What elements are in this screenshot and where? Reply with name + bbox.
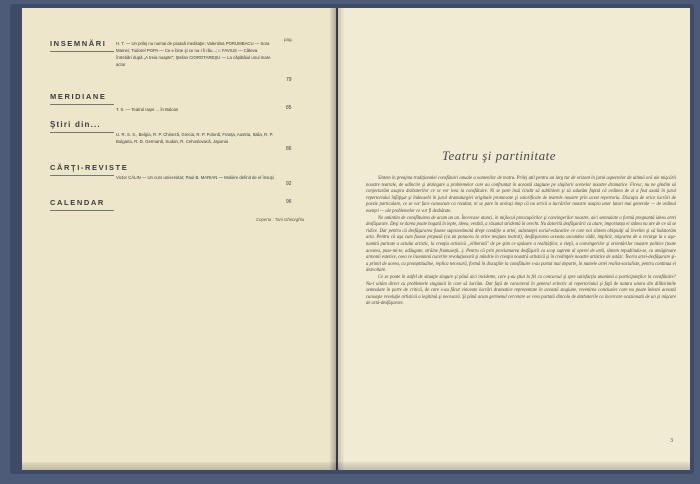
article-body (366, 176, 676, 308)
toc-section-entry: Victor CĂLIN — Un curs universitar; Paul B. MARIAN — Molière definit de el însuşi (116, 175, 274, 180)
article-paragraph: Sîntem în preajma tradiţionalei consfătuiri anuale a oamenilor de teatru. Prilej util pentru un larg tur de orizont în jurul aspectelor de ultimă oră ale mişcării noastre teatrale, de adîncire şi dezlegare a problemelor care au confruntat în această stagiune pe slujitorii scenelor noastre dramatice. Firesc, nu ne gîndim să conjecturăm asupra dezbaterilor ce se vor ivea la consfătuire. Ni se pare însă cinstit să subliniem şi să salutăm faptul că ordinea de zi a fost axată în jurul repertoriului înfăţişat şi îndeosebi în jurul dramaturgiei originale promovate şi valorificate de teatrele noastre prin acest repertoriu. Discuţia de orice lucrări de poezie particulare, ce se vor face cunoscute ca rezultat, ni se pare în acelaşi timp că nu strică a lucrărilor noastre asupra unor laturi mai generale — de ordinul esenţei — ale problemelor ce vor fi dezbătute. (366, 176, 676, 214)
article-title: Teatru şi partinitate (442, 148, 557, 163)
toc-section-page: 86 (286, 146, 292, 152)
article-paragraph: Ne amintim de consfătuirea de acum un an. Încercase atunci, în mijlocul preocupărilor şi convingerilor noastre, aici semnalate o formă pregnantă ideea artei desfăşurare. Deşi se dorea poate bogată în iepte, ideea, vestită, a răsunat stridentă în orecht. Nu datorită desfăşurării ca atare, importanţa ei stătea nu are de ce să se ridice. Dar pentru că desfăşurarea fusese supraestimată drept condiţie a artei, substanţei social-educative ce care noi sîntem obişnuiţi să învelim şi să îndatorăm arta. Pentru că aşa cum fusese propusă (ca un panaceu la orice neajuns teatral), desfăşurarea aceasta ascundea vădit, implicit, mişcarea de a recurge la o aşa-numită puritate a actului artistic, la creaţia artistică „eliberată" de pe ştim ce apăsare a realităţilor, a vieţii, a convingerilor şi orientărilor noastre politice (toate acestea, puse-mi-te, adăugate, străine frumuseţii...). Pentru că prin proclamarea desfăşurii ca scop suprem al operei de artă, sîntem repudiindu-se, cu amăgitoare armonii estetice, ceea ce înseamnă cucerire revoluţionară şi mîndrie în creaţia noastră artistică şi în credinţele noastre artistice de astăzi. Teoria artei-desfăşurare şi-a primit de aceea, cu promptitudine, replica necesară, formă în discuţiile la consfătuire s-au purtat mai departe, în numele artei realist-socialiste, pentru continua ei dezvoltare. (366, 215, 676, 274)
toc-section-title: Ştiri din... (50, 120, 101, 129)
toc-section-page: 79 (286, 77, 292, 83)
toc-section-rule (50, 104, 114, 105)
page-bottom-shadow (22, 462, 690, 470)
toc-section-rule (50, 132, 114, 133)
toc-section-title: INSEMNĂRI (50, 39, 107, 48)
article-paragraph: Ce se poate în astfel de situaţie singure şi până aici incidente, care ş-au ştiut la fel ca concursul şi spre satisfacţia unanimă a participanţilor la consfătuire? Nu-l uităm direct cu problemele stagiunii în care să lucrăm. Dar faţă de caracterul în general eclectic al repertoriului şi faţă de natura unora din dilibicimile semnalate în parte de critică, de care s-au făcut vinovate lucrări dramatice reprezentate în această stagiune, revenirea concluzier care nu poate înlesni această cunoaşte revoluţie artistică a legitimă şi necesară. Şi până acum germenul cercetare se vrea purtată dincolo de dezbaterile ca încercare ocazionată de un şi mişcare de artă-desfăşurare. (366, 274, 676, 307)
toc-section-title: MERIDIANE (50, 92, 107, 101)
toc-section-page: 92 (286, 181, 292, 187)
toc-section-page: 96 (286, 199, 292, 205)
toc-section-entry: T. S. — Teatrul Iaşei ... în Balcan (116, 107, 179, 112)
toc-section-title: CALENDAR (50, 198, 105, 207)
toc-section-rule (50, 51, 114, 52)
article-page (338, 8, 690, 470)
toc-section-page: 85 (286, 105, 292, 111)
cover-credit: Coperta : Tani Gheorghiu (256, 217, 305, 222)
toc-section-rule (50, 175, 114, 176)
toc-page-label: pag. (284, 37, 293, 42)
toc-section-entry: H. T. — Un prilej nu numai de pioasă meditaţie; Valentina PORUMBACU — Sora Mamei; Tudorel POPA — Ce e bine şi ce nu-i fi rău...; I. FAVIUS — Câteva întrebări după „A treia noapte"; Ştefan CIOROTAREŞU — La căpătâiul unui mare actor (116, 41, 271, 67)
toc-section-title: CĂRŢI-REVISTE (50, 163, 129, 172)
toc-section-entry: U. R. S. S., Belgia, R. P. Chineză, Grecia, R. P. Polonă, Franţa, Austria, Italia, R. P. Bulgaria, R. D. Germană, Sudan, R. Cehoslovacă, Japonia (116, 132, 274, 144)
toc-section-rule (50, 210, 114, 211)
page-number: 3 (670, 438, 673, 444)
